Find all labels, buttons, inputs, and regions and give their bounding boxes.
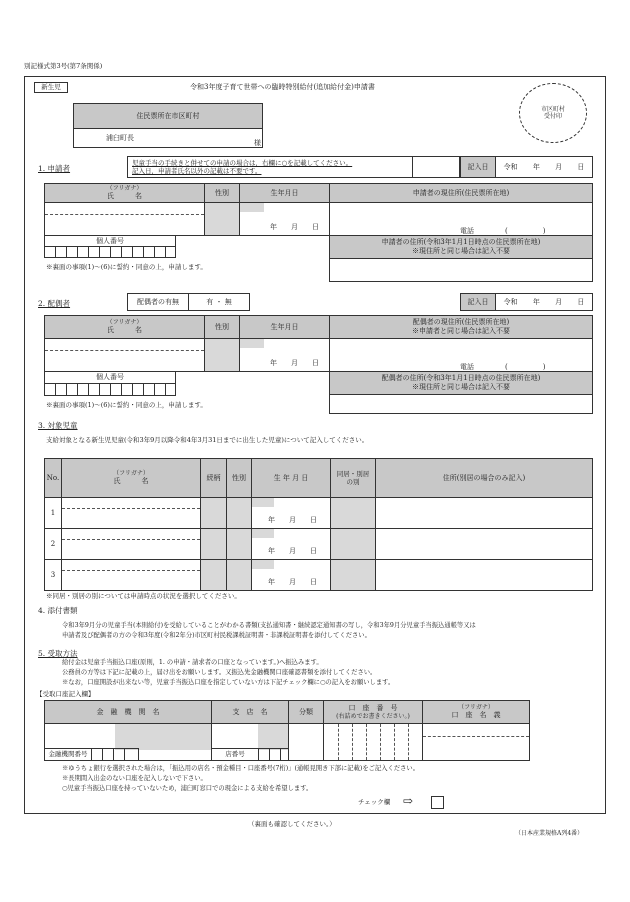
branch-code-label: 店番号 bbox=[211, 748, 259, 761]
sec2-prev-line1: 配偶者の住所(令和3年1月1日時点の住民票所在地) bbox=[381, 374, 541, 383]
date-era: 令和 bbox=[503, 297, 518, 306]
sec1-check-box[interactable] bbox=[412, 156, 460, 178]
sec2-prev-line2: ※現住所と同じ場合は記入不要 bbox=[412, 383, 510, 391]
sec1-individual-number-label: 個人番号 bbox=[44, 235, 176, 247]
form-number: 別記様式第3号(第7条関係) bbox=[24, 62, 103, 70]
sec1-date-label: 記入日 bbox=[460, 156, 496, 178]
sec2-phone-label: 電話 bbox=[460, 363, 474, 371]
child-relation-input[interactable] bbox=[200, 559, 227, 591]
sec2-dob-header: 生年月日 bbox=[239, 315, 330, 339]
mayor-box bbox=[73, 128, 263, 148]
back-note: （裏面も確認してください。） bbox=[248, 820, 336, 828]
sec1-address-header: 申請者の現住所(住民票所在地) bbox=[329, 183, 593, 203]
child-col-no: No. bbox=[44, 458, 62, 498]
sec1-prev-line2: ※現住所と同じ場合は記入不要 bbox=[412, 247, 510, 255]
sec1-prev-address-input[interactable] bbox=[329, 258, 593, 282]
municipality-label: 住民票所在市区町村 bbox=[73, 103, 263, 129]
sec2-date-field[interactable] bbox=[495, 293, 593, 311]
sec2-phone-paren: ( ) bbox=[505, 363, 546, 371]
name-label: 氏 名 bbox=[107, 326, 142, 335]
child-row-no: 1 bbox=[44, 497, 62, 529]
bank-name-header: 金 融 機 関 名 bbox=[44, 700, 212, 724]
furigana-label: （フリガナ） bbox=[106, 318, 143, 326]
sec5-note2: ※長期間入出金のない口座を記入しないで下さい。 bbox=[62, 775, 207, 782]
sec2-date-label: 記入日 bbox=[460, 293, 496, 311]
child-cohabit-input[interactable] bbox=[330, 528, 376, 560]
honorific: 様 bbox=[254, 139, 261, 147]
child-gender-input[interactable] bbox=[226, 559, 252, 591]
sec1-gender-header: 性別 bbox=[204, 183, 240, 203]
furigana-label: （フリガナ） bbox=[113, 469, 149, 477]
cohabit-line1: 同居・別居 bbox=[336, 469, 370, 478]
sec2-address-header bbox=[329, 315, 593, 339]
sec2-dob-ymd: 年 月 日 bbox=[270, 359, 319, 367]
sec1-date-field[interactable] bbox=[495, 156, 593, 178]
child-dob-ymd: 年 月 日 bbox=[268, 547, 317, 555]
cohabit-line2: の別 bbox=[346, 478, 360, 486]
bank-code-input[interactable] bbox=[91, 748, 139, 761]
child-address-input[interactable] bbox=[375, 497, 593, 529]
sec2-gender-header: 性別 bbox=[204, 315, 240, 339]
category-input[interactable] bbox=[288, 723, 324, 761]
sec1-consent: ※裏面の事項(1)～(6)に誓約・同意の上，申請します。 bbox=[46, 263, 207, 271]
sec1-name-header bbox=[44, 183, 205, 203]
child-dob-input[interactable] bbox=[251, 497, 331, 529]
cash-check-box[interactable] bbox=[431, 796, 444, 809]
child-cohabit-input[interactable] bbox=[330, 497, 376, 529]
category-header: 分類 bbox=[288, 700, 324, 724]
child-relation-input[interactable] bbox=[200, 497, 227, 529]
date-year: 年 bbox=[532, 162, 540, 171]
child-row-no: 2 bbox=[44, 528, 62, 560]
child-col-cohabit bbox=[330, 458, 376, 498]
sec1-notice bbox=[127, 156, 413, 178]
account-number-note: (右詰めでお書きください。) bbox=[336, 712, 410, 720]
account-section-title: 【受取口座記入欄】 bbox=[36, 690, 95, 698]
sec1-dob-ymd: 年 月 日 bbox=[270, 223, 319, 231]
holder-header bbox=[422, 700, 530, 724]
sec2-individual-number-label: 個人番号 bbox=[44, 371, 176, 384]
spouse-presence-options[interactable]: 有 ・ 無 bbox=[188, 293, 250, 311]
sec1-dob-header: 生年月日 bbox=[239, 183, 330, 203]
section1-heading: 1. 申請者 bbox=[38, 164, 71, 173]
sec1-notice-line1: 児童手当の手続きと併せての申請の場合は，右欄に○を記載してください。 bbox=[132, 159, 353, 167]
sec2-address-line1: 配偶者の現住所(住民票所在地) bbox=[412, 318, 510, 327]
child-col-address: 住所(別居の場合のみ記入) bbox=[375, 458, 593, 498]
holder-name-label: 口 座 名 義 bbox=[451, 711, 501, 720]
reception-stamp bbox=[519, 83, 587, 143]
arrow-icon: ⇨ bbox=[403, 794, 414, 808]
account-number-label: 口 座 番 号 bbox=[348, 703, 398, 712]
date-month: 月 bbox=[555, 297, 563, 306]
sec1-dob-input[interactable] bbox=[239, 202, 330, 236]
child-dob-ymd: 年 月 日 bbox=[268, 578, 317, 586]
child-name-input[interactable] bbox=[61, 559, 201, 591]
sec1-gender-input[interactable] bbox=[204, 202, 240, 236]
section3-heading: 3. 対象児童 bbox=[38, 421, 78, 430]
stamp-line1: 市区町村 bbox=[540, 105, 565, 113]
spouse-presence-label: 配偶者の有無 bbox=[127, 293, 189, 311]
section5-heading: 5. 受取方法 bbox=[38, 649, 78, 658]
sec2-individual-number-input[interactable] bbox=[44, 383, 176, 396]
sec2-consent: ※裏面の事項(1)～(6)に誓約・同意の上，申請します。 bbox=[46, 401, 207, 409]
sec1-name-input[interactable] bbox=[44, 202, 205, 236]
holder-input[interactable] bbox=[422, 723, 530, 761]
sec5-line3: ※なお，口座開設が出来ない等，児童手当振込口座を指定していない方は下記チェック欄に○の記入をお願いします。 bbox=[62, 679, 395, 686]
date-month: 月 bbox=[555, 162, 563, 171]
child-name-input[interactable] bbox=[61, 497, 201, 529]
child-relation-input[interactable] bbox=[200, 528, 227, 560]
child-dob-ymd: 年 月 日 bbox=[268, 516, 317, 524]
account-number-input[interactable] bbox=[323, 723, 423, 761]
child-gender-input[interactable] bbox=[226, 497, 252, 529]
sec2-dob-input[interactable] bbox=[239, 338, 330, 372]
sec5-line2: 公務員の方等は下記に記載の上，届け出をお願いします。又振込先金融機関口座確認書類を添付してください。 bbox=[62, 669, 377, 676]
furigana-label: （フリガナ） bbox=[106, 184, 143, 192]
check-label: チェック欄 bbox=[358, 798, 391, 806]
sec2-address-line2: ※申請者と同じ場合は記入不要 bbox=[412, 327, 510, 335]
account-number-header bbox=[323, 700, 423, 724]
sec1-phone-label: 電話 bbox=[460, 227, 474, 235]
sec1-prev-address-header bbox=[329, 235, 593, 259]
child-dob-input[interactable] bbox=[251, 528, 331, 560]
stamp-line2: 受付印 bbox=[543, 113, 562, 120]
sec1-phone-paren: ( ) bbox=[505, 227, 546, 235]
child-cohabit-input[interactable] bbox=[330, 559, 376, 591]
sec2-name-header bbox=[44, 315, 205, 339]
child-col-relation: 続柄 bbox=[200, 458, 227, 498]
date-day: 日 bbox=[577, 162, 585, 171]
sec2-gender-input[interactable] bbox=[204, 338, 240, 372]
sec5-line1: 給付金は児童手当振込口座(原則，1. の申請・請求者の口座となっています。)へ振込みます。 bbox=[62, 659, 323, 666]
sec3-intro: 支給対象となる新生児児童(令和3年9月以降令和4年3月31日までに出生した児童)について記入してください。 bbox=[46, 436, 369, 444]
sec2-address-input[interactable] bbox=[329, 338, 593, 372]
sec2-name-input[interactable] bbox=[44, 338, 205, 372]
child-address-input[interactable] bbox=[375, 528, 593, 560]
child-dob-input[interactable] bbox=[251, 559, 331, 591]
child-col-gender: 性別 bbox=[226, 458, 252, 498]
newborn-badge: 新生児 bbox=[34, 82, 68, 93]
child-gender-input[interactable] bbox=[226, 528, 252, 560]
sec5-note1: ※ゆうちょ銀行を選択された場合は，「振込用の店名・預金種目・口座番号(7桁)」(通帳見開き下部に記載)をご記入ください。 bbox=[62, 765, 420, 772]
child-row-no: 3 bbox=[44, 559, 62, 591]
mayor-name: 浦臼町長 bbox=[106, 134, 134, 142]
branch-code-input[interactable] bbox=[258, 748, 289, 761]
branch-name-header: 支 店 名 bbox=[211, 700, 289, 724]
sec5-note3: ○児童手当振込口座を持っていないため，浦臼町窓口での現金による支給を希望します。 bbox=[62, 785, 313, 792]
bank-code-label: 金融機関番号 bbox=[44, 748, 92, 761]
sec2-prev-address-input[interactable] bbox=[329, 394, 593, 414]
section2-heading: 2. 配偶者 bbox=[38, 299, 71, 308]
sec4-line1: 令和3年9月分の児童手当(本則給付)を受給していることがわかる書類(支払通知書・継続認定通知書の写し，令和3年9月分児童手当振込通帳等又は bbox=[62, 622, 476, 629]
child-col-name bbox=[61, 458, 201, 498]
sec1-notice-line2: 記入日，申請者氏名以外の記載は不要です。 bbox=[132, 167, 262, 176]
sec1-address-input[interactable] bbox=[329, 202, 593, 236]
section4-heading: 4. 添付書類 bbox=[38, 606, 78, 615]
sec1-prev-line1: 申請者の住所(令和3年1月1日時点の住民票所在地) bbox=[381, 238, 541, 247]
child-name-input[interactable] bbox=[61, 528, 201, 560]
sec3-note: ※同居・別居の別については申請時点の状況を選択してください。 bbox=[46, 592, 241, 600]
date-year: 年 bbox=[532, 297, 540, 306]
child-col-dob: 生 年 月 日 bbox=[251, 458, 331, 498]
name-label: 氏 名 bbox=[107, 192, 142, 201]
paper-size: （日本産業規格A列4番） bbox=[515, 830, 584, 837]
date-era: 令和 bbox=[503, 162, 518, 171]
sec2-prev-address-header bbox=[329, 371, 593, 395]
name-label: 氏 名 bbox=[113, 477, 149, 486]
sec1-individual-number-input[interactable] bbox=[44, 246, 176, 258]
date-day: 日 bbox=[577, 297, 585, 306]
holder-furigana-label: （フリガナ） bbox=[458, 703, 494, 711]
child-address-input[interactable] bbox=[375, 559, 593, 591]
sec4-line2: 申請者及び配偶者の方の令和3年度(令和2年分)市区町村民税課税証明書・非課税証明書を添付してください。 bbox=[62, 632, 371, 639]
form-title: 令和3年度子育て世帯への臨時特別給付(追加給付金)申請書 bbox=[190, 83, 375, 91]
